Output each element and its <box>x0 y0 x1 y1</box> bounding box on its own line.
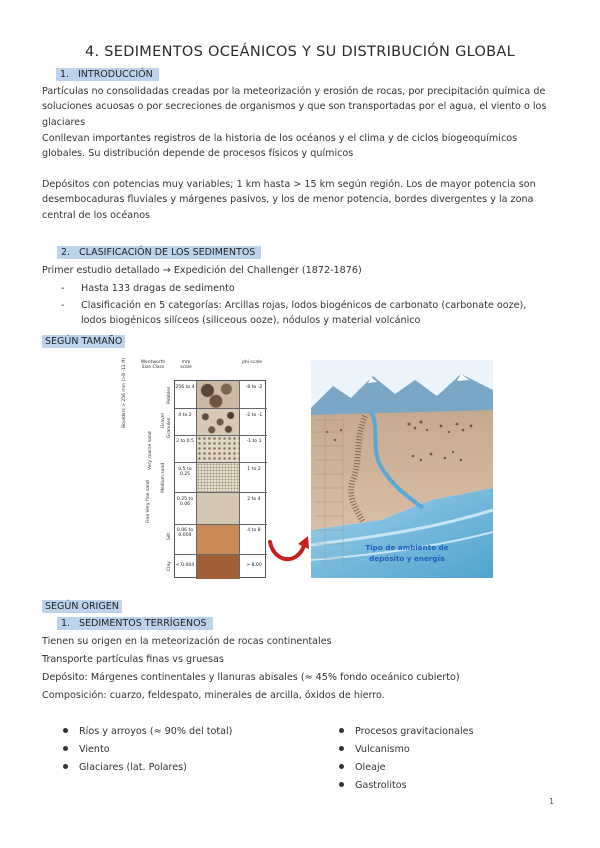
intro-paragraph-2: Conllevan importantes registros de la historia de los océanos y el clima y de ciclos biogeoquímicos globales. Su distribución depende de procesos físicos y químicos <box>42 133 518 160</box>
table-row <box>175 409 267 436</box>
mm-value: 0.5 to 0.25 <box>178 467 192 477</box>
coarse-sand-texture <box>196 436 240 462</box>
list-item <box>63 724 232 739</box>
caption-line-2: depósito y energía <box>369 554 445 563</box>
mm-value: 256 to 4 <box>175 385 195 390</box>
curved-arrow-icon <box>264 530 312 568</box>
label-segun-origen: SEGÚN ORIGEN <box>42 600 122 613</box>
phi-value: 1 to 2 <box>247 467 261 472</box>
section-heading-introduccion <box>56 68 159 81</box>
section-heading-clasificacion <box>57 246 261 259</box>
medium-sand-label: Medium sand <box>161 462 166 493</box>
list-item <box>339 778 407 793</box>
section-title: INTRODUCCIÓN <box>78 69 153 80</box>
intro-paragraph-1: Partículas no consolidadas creadas por la meteorización y erosión de rocas, por precipitación química de soluciones acuosas o por secreciones de organismos y que son transportadas por el agua, el viento o los glaciares <box>42 86 547 128</box>
table-header-phi: phi scale <box>242 360 262 365</box>
granules-texture <box>196 409 240 435</box>
medium-sand-texture <box>196 463 240 492</box>
mm-value: 0.06 to 0.004 <box>176 528 194 538</box>
bullet-icon <box>63 746 68 751</box>
section-number: 1. <box>61 618 71 629</box>
origin-line-3: Depósito: Márgenes continentales y llanuras abisales (≈ 45% fondo oceánico cubierto) <box>42 672 460 683</box>
grain-size-grid <box>174 380 266 578</box>
list-item-text: Vulcanismo <box>355 744 410 755</box>
list-item <box>339 742 410 757</box>
row-class-label: Clay <box>167 561 172 571</box>
figure-caption <box>337 542 477 564</box>
table-header-mm: mm scale <box>180 360 192 370</box>
phi-value: 4 to 8 <box>247 528 261 533</box>
bullet-icon <box>339 764 344 769</box>
sand-label: Very coarse sand <box>148 431 153 470</box>
list-item-text: Gastrolitos <box>355 780 407 791</box>
section-title: CLASIFICACIÓN DE LOS SEDIMENTOS <box>79 247 256 258</box>
list-item-text: Ríos y arroyos (≈ 90% del total) <box>79 726 233 737</box>
table-row <box>175 381 267 409</box>
mm-value: 4 to 2 <box>178 413 192 418</box>
table-row <box>175 463 267 493</box>
list-item-text: Hasta 133 dragas de sedimento <box>81 283 235 294</box>
table-row <box>175 493 267 525</box>
phi-value: > 8.00 <box>246 563 262 568</box>
list-item <box>339 724 474 739</box>
list-item-text: Viento <box>79 744 110 755</box>
phi-value: 2 to 4 <box>247 497 261 502</box>
list-item <box>63 760 187 775</box>
table-header-wentworth: Wentworth Size Class <box>140 360 166 370</box>
table-row <box>175 525 267 555</box>
mm-value: 2 to 0.5 <box>176 439 194 444</box>
intro-paragraph-3: Depósitos con potencias muy variables; 1 km hasta > 15 km según región. Los de mayor potencia son desembocaduras fluviales y márgenes pasivos, y los de menor potencia, bordes divergentes y la zona central de los océanos <box>42 179 536 221</box>
silt-texture <box>196 525 240 554</box>
section-title: SEDIMENTOS TERRÍGENOS <box>79 618 207 629</box>
origin-line-1: Tienen su origen en la meteorización de rocas continentales <box>42 636 332 647</box>
first-study-line: Primer estudio detallado → Expedición del Challenger (1872-1876) <box>42 265 362 276</box>
dash-bullet-icon: - <box>61 283 65 294</box>
table-row <box>175 436 267 463</box>
caption-line-1: Tipo de ambiente de <box>365 543 449 552</box>
section-heading-terrigenos <box>57 617 213 630</box>
boulders-label: Boulders > 256 mm (>8 -12 ft) <box>122 357 127 428</box>
pebbles-texture <box>196 381 240 408</box>
dash-bullet-icon: - <box>61 300 65 311</box>
origin-line-4: Composición: cuarzo, feldespato, minerales de arcilla, óxidos de hierro. <box>42 690 385 701</box>
bullet-icon <box>63 728 68 733</box>
list-item-text: Procesos gravitacionales <box>355 726 474 737</box>
list-item-text: Oleaje <box>355 762 386 773</box>
bullet-icon <box>63 764 68 769</box>
fine-sand-texture <box>196 493 240 524</box>
label-segun-tamano: SEGÚN TAMAÑO <box>42 335 125 348</box>
clay-texture <box>196 555 240 579</box>
list-item-text: Clasificación en 5 categorías: Arcillas rojas, lodos biogénicos de carbonato (carbonate ooze), lodos biogénicos silíceos (siliceous ooze), nódulos y material volcánico <box>81 300 527 326</box>
section-number: 1. <box>60 69 70 80</box>
page-number: 1 <box>549 797 555 806</box>
phi-value: -2 to -1 <box>245 413 263 418</box>
row-class-label: Granules <box>167 417 172 438</box>
bullet-icon <box>339 728 344 733</box>
bullet-icon <box>339 782 344 787</box>
list-item <box>63 742 110 757</box>
row-class-label: Pebbles <box>167 386 172 404</box>
grain-size-table-figure <box>118 358 278 580</box>
origin-line-2: Transporte partículas finas vs gruesas <box>42 654 224 665</box>
phi-value: -8 to -2 <box>245 385 263 390</box>
table-row <box>175 555 267 579</box>
section-number: 2. <box>61 247 71 258</box>
row-class-label: Silt <box>167 532 172 540</box>
list-item-text: Glaciares (lat. Polares) <box>79 762 187 773</box>
mm-value: < 0.004 <box>175 563 195 568</box>
mm-value: 0.25 to 0.06 <box>176 497 194 507</box>
fine-sand-label: Fine Very fine sand <box>146 480 151 523</box>
page-title: 4. SEDIMENTOS OCEÁNICOS Y SU DISTRIBUCIÓN GLOBAL <box>84 44 516 60</box>
phi-value: -1 to 1 <box>246 439 262 444</box>
bullet-icon <box>339 746 344 751</box>
list-item <box>339 760 386 775</box>
gravel-label: Gravel <box>161 413 166 428</box>
